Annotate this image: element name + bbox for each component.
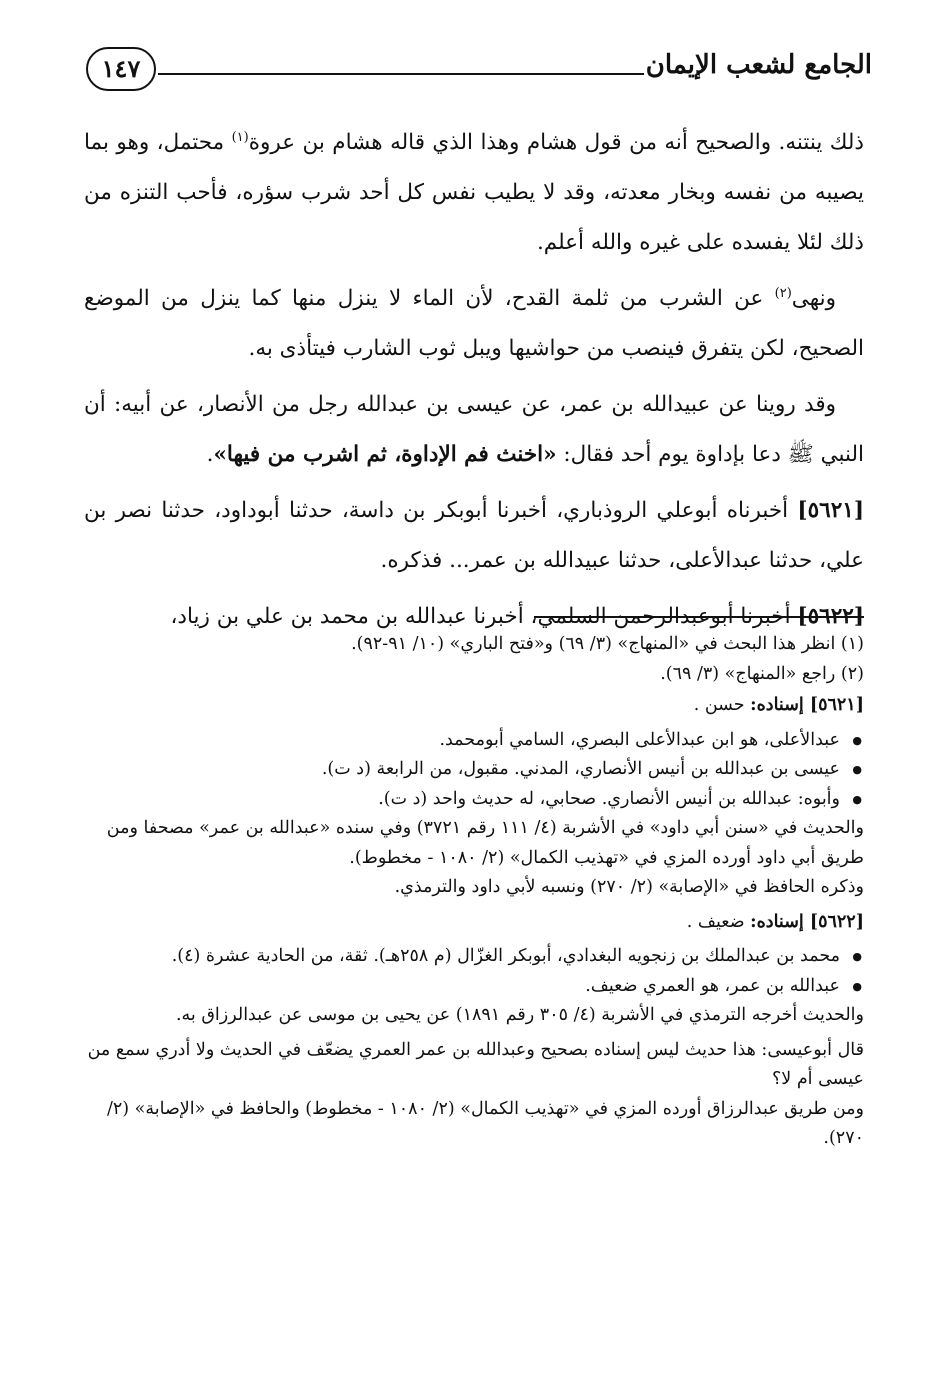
page-number: ١٤٧ [86,47,156,91]
note-5622-heading [84,908,864,938]
note-5622-paragraph-2: قال أبوعيسى: هذا حديث ليس إسناده بصحيح وعبدالله بن عمر العمري يضعّف في الحديث ولا أدري سمع من عيسى أم لا؟ [87,1039,864,1089]
note-5622-bullet-1: ● محمد بن عبدالملك بن زنجويه البغدادي، أبوبكر الغزّال (م ٢٥٨هـ). ثقة، من الحادية عشرة (٤). [84,942,862,972]
footnotes [84,630,864,1154]
note-5621-paragraph-1: والحديث في «سنن أبي داود» في الأشربة (٤/ ١١١ رقم ٣٧٢١) وفي سنده «عبدالله بن عمر» مصحفا ومن طريق أبي داود أورده المزي في «تهذيب الكمال» (٢/ ١٠٨٠ - مخطوط). [106,818,864,868]
note-5621-heading [84,691,864,721]
footnote-2: (٢) راجع «المنهاج» (٣/ ٦٩). [660,663,864,684]
note-5621-bullet-2: ● عيسى بن عبدالله بن أنيس الأنصاري، المدني. مقبول، من الرابعة (د ت). [84,755,862,785]
paragraph-1-rest: محتمل، وهو بما يصيبه من نفسه وبخار معدته، وقد لا يطيب نفس كل أحد شرب سؤره، فأحب التنزه من ذلك لئلا يفسده على غيره والله أعلم. [84,130,864,255]
hadith-quote: «اخنث فم الإداوة، ثم اشرب من فيها» [213,442,557,467]
note-5622-paragraph-3: ومن طريق عبدالرزاق أورده المزي في «تهذيب الكمال» (٢/ ١٠٨٠ - مخطوط) والحافظ في «الإصابة» (٢/ ٢٧٠). [106,1098,864,1148]
note-5621-bullet-1: ● عبدالأعلى، هو ابن عبدالأعلى البصري، السامي أبومحمد. [84,726,862,756]
note-5622-paragraph-1: والحديث أخرجه الترمذي في الأشربة (٤/ ٣٠٥ رقم ١٨٩١) عن يحيى بن موسى عن عبدالرزاق به. [175,1005,864,1025]
note-5622-bullet-2: ● عبدالله بن عمر، هو العمري ضعيف. [84,972,862,1002]
footnote-ref-1: (١) [231,129,249,145]
footnote-1: (١) انظر هذا البحث في «المنهاج» (٣/ ٦٩) و«فتح الباري» (١٠/ ٩١-٩٢). [351,634,864,654]
hadith-5621 [84,486,864,586]
main-text [84,118,864,648]
paragraph-3-text: وقد روينا عن عبيدالله بن عمر، عن عيسى بن عبدالله رجل من الأنصار، عن أبيه: أن النبي ﷺ دعا بإداوة يوم أحد فقال: [84,392,864,467]
footnote-ref-2: (٢) [774,285,792,301]
paragraph-1-text: ذلك ينتنه. والصحيح أنه من قول هشام وهذا الذي قاله هشام بن عروة [248,130,864,155]
paragraph-2-rest: عن الشرب من ثلمة القدح، لأن الماء لا ينزل منها كما ينزل من الموضع الصحيح، لكن يتفرق فينصب من حواشيها ويبل ثوب الشارب فيتأذى به. [84,286,864,361]
paragraph-3-end: . [206,442,214,467]
hadith-number-5622: [٥٦٢٢] [797,604,864,629]
note-5621-paragraph-2: وذكره الحافظ في «الإصابة» (٢/ ٢٧٠) ونسبه لأبي داود والترمذي. [394,877,864,897]
hadith-number-5621: [٥٦٢١] [797,498,864,523]
paragraph-3 [84,380,864,480]
header-rule [158,73,644,75]
note-5621-label: [٥٦٢١] إسناده: [750,695,864,715]
paragraph-1 [84,118,864,268]
note-5622-grade: ضعيف . [686,911,751,932]
paragraph-2 [84,274,864,374]
note-5621-grade: حسن . [693,695,751,715]
footnote-separator [534,616,864,618]
hadith-5622-text: أخبرنا أبوعبدالرحمن السلمي، أخبرنا عبدالله بن محمد بن علي بن زياد، [170,604,798,629]
paragraph-2-start: ونهى [791,286,836,311]
page-header [86,44,872,104]
note-5622-label: [٥٦٢٢] إسناده: [750,911,864,932]
book-title: الجامع لشعب الإيمان [645,50,872,80]
note-5621-bullet-3: ● وأبوه: عبدالله بن أنيس الأنصاري. صحابي، له حديث واحد (د ت). [84,785,862,815]
hadith-5621-text: أخبرناه أبوعلي الروذباري، أخبرنا أبوبكر بن داسة، حدثنا أبوداود، حدثنا نصر بن علي، حدثنا عبدالأعلى، حدثنا عبيدالله بن عمر... فذكره. [84,498,864,573]
